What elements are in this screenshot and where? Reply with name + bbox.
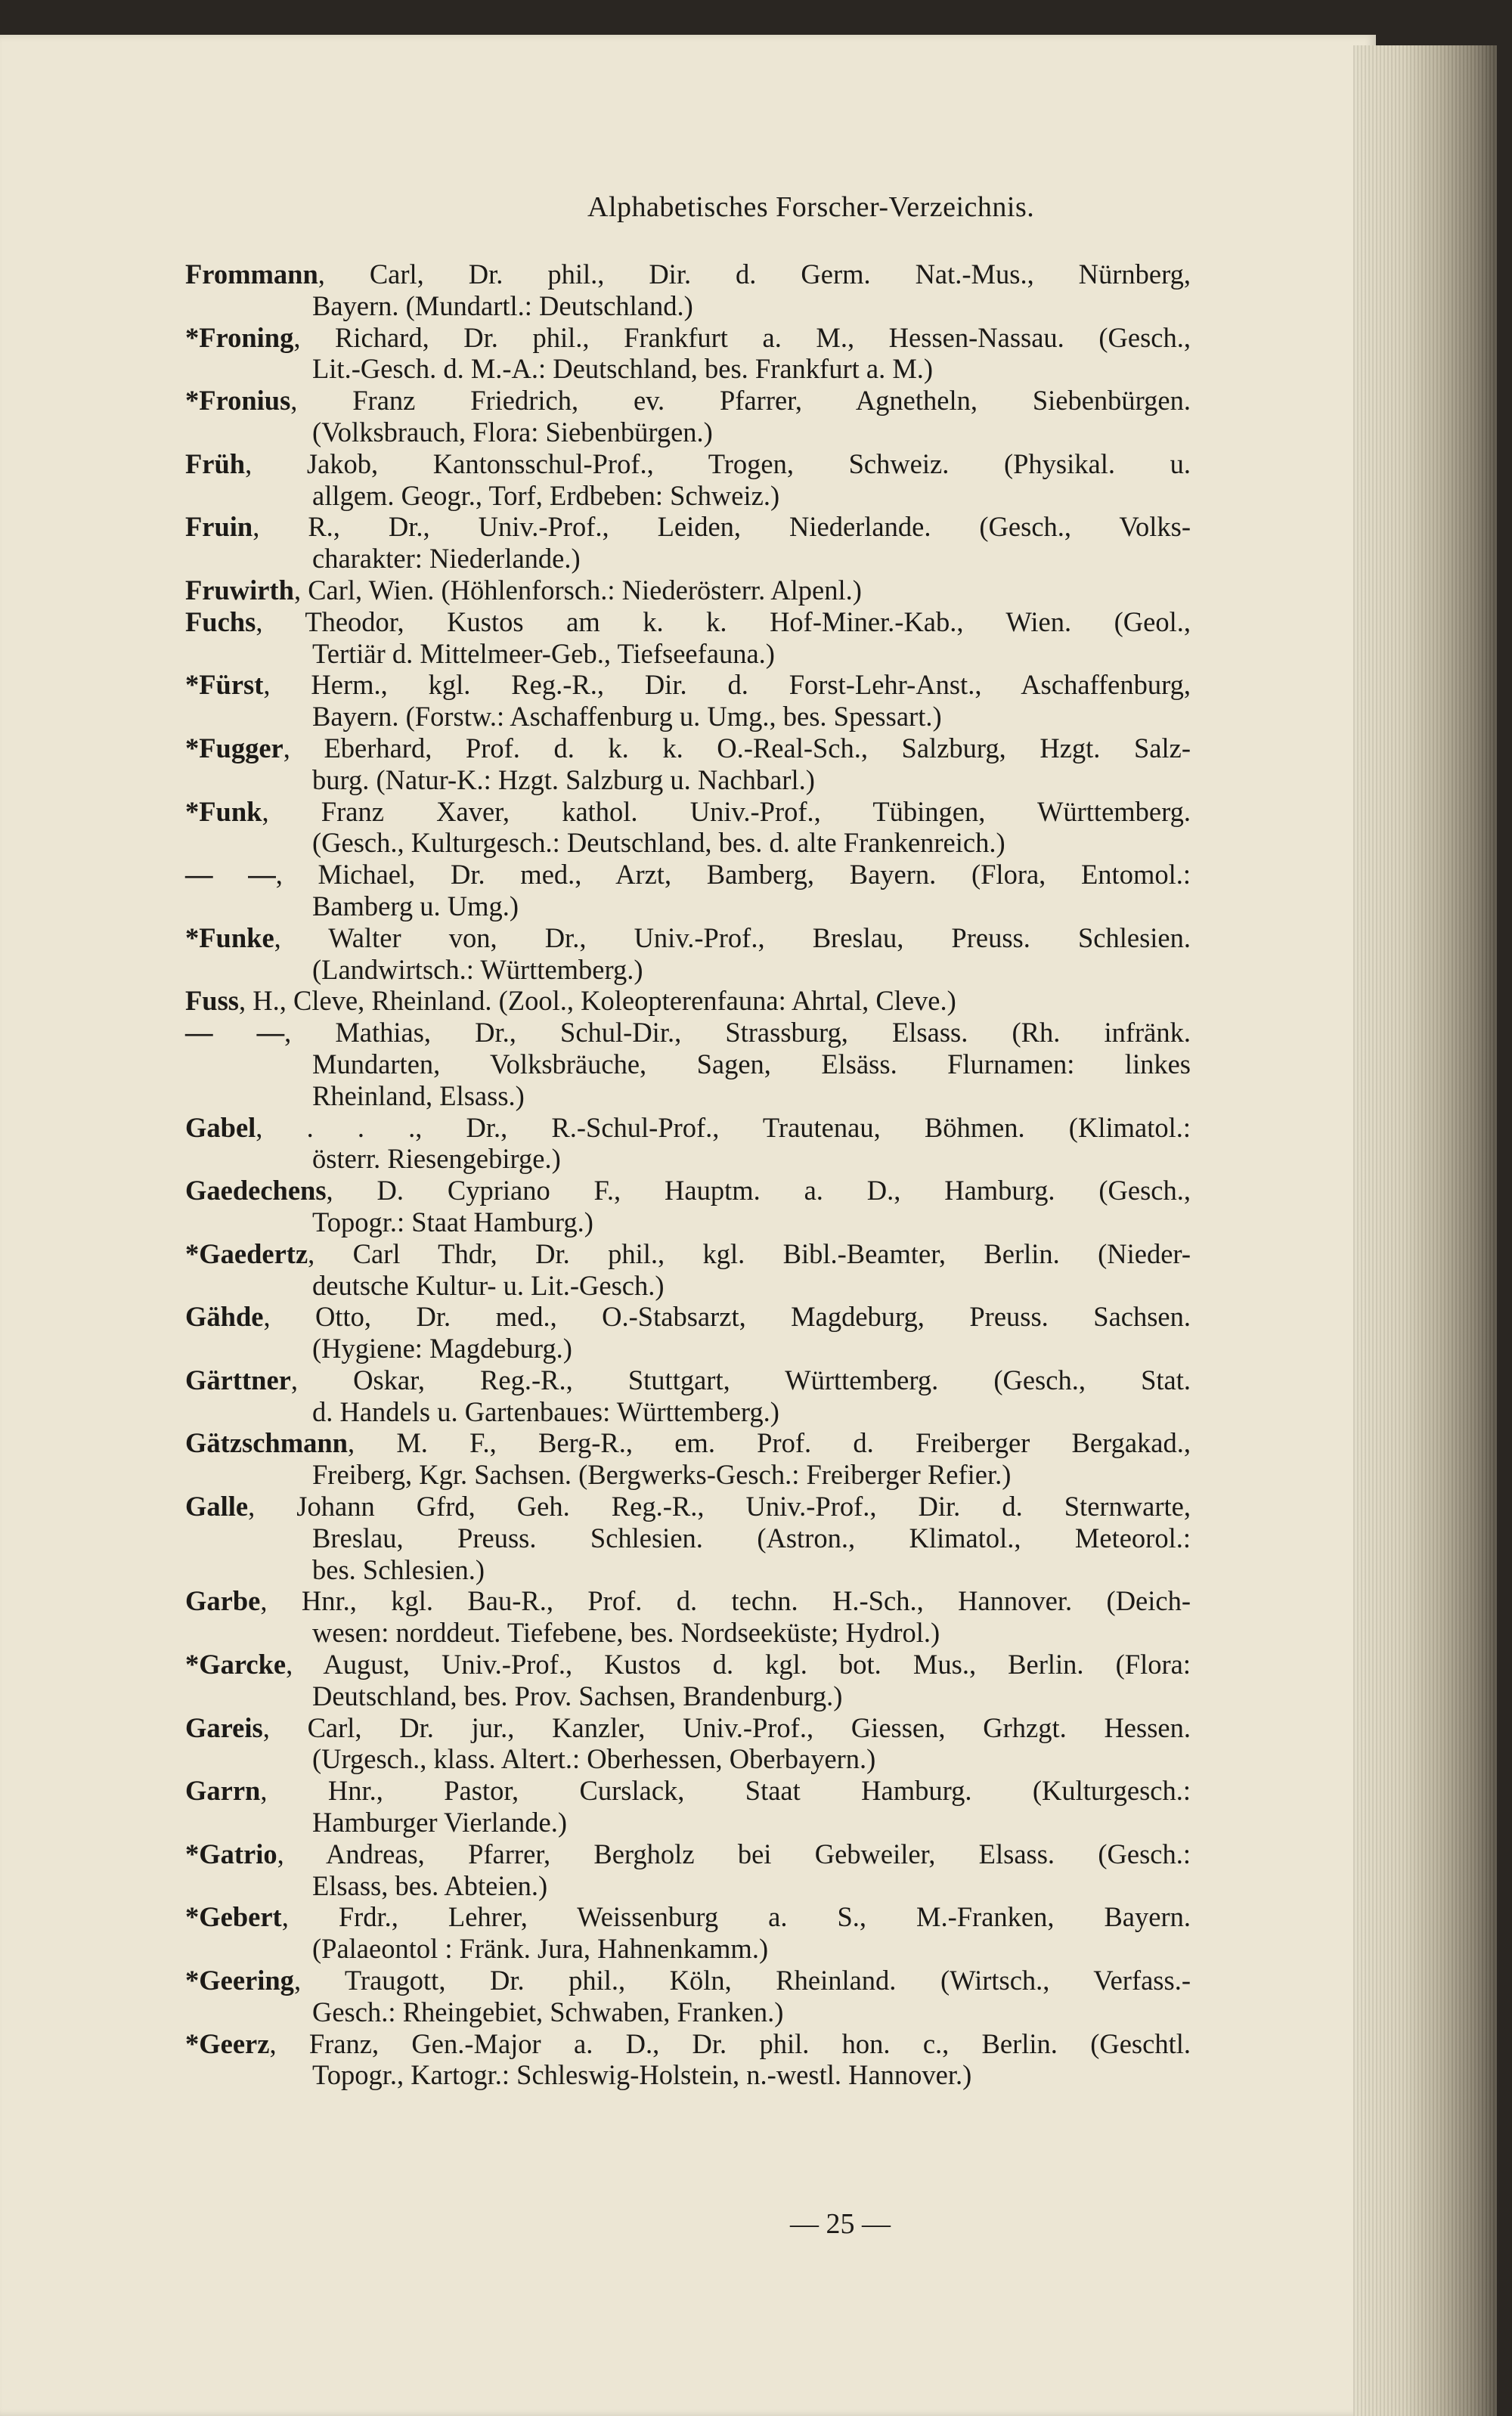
entry-text: , Eberhard, Prof. d. k. k. O.-Real-Sch., Salzburg, Hzgt. Salz- — [283, 732, 1191, 764]
directory-entry — [185, 1364, 1191, 1428]
directory-entry — [185, 733, 1191, 796]
entry-text: , Carl Thdr, Dr. phil., kgl. Bibl.-Beamter, Berlin. (Nieder- — [308, 1237, 1191, 1269]
entry-text: charakter: Niederlande.) — [312, 543, 581, 575]
directory-entry — [185, 1491, 1191, 1585]
entry-continuation-line — [185, 638, 1191, 670]
entry-first-line — [185, 669, 1191, 701]
directory-entry — [185, 796, 1191, 860]
entry-text: (Gesch., Kulturgesch.: Deutschland, bes. d. alte Frankenreich.) — [312, 827, 1005, 859]
entry-name: *Funk — [185, 795, 262, 827]
entry-name: Fruin — [185, 511, 253, 543]
entry-text: Breslau, Preuss. Schlesien. (Astron., Klimatol., Meteorol.: — [312, 1522, 1191, 1553]
entry-continuation-line — [185, 1143, 1191, 1175]
entry-text: Elsass, bes. Abteien.) — [312, 1869, 548, 1901]
entry-continuation-line — [185, 1933, 1191, 1965]
entry-text: , Oskar, Reg.-R., Stuttgart, Württemberg. (Gesch., Stat. — [290, 1364, 1191, 1395]
entry-first-line — [185, 511, 1191, 543]
directory-entry — [185, 922, 1191, 986]
entry-text: deutsche Kultur- u. Lit.-Gesch.) — [312, 1269, 665, 1301]
entry-name: Gareis — [185, 1711, 263, 1743]
entry-name: *Garcke — [185, 1649, 287, 1680]
entry-continuation-line — [185, 1554, 1191, 1586]
entry-continuation-line — [185, 1617, 1191, 1649]
directory-entry — [185, 575, 1191, 606]
directory-entry — [185, 1585, 1191, 1649]
entry-name: — — — [185, 859, 276, 891]
directory-entry — [185, 606, 1191, 670]
entry-first-line — [185, 1585, 1191, 1617]
entry-first-line — [185, 1364, 1191, 1396]
entry-text: Hamburger Vierlande.) — [312, 1807, 568, 1838]
entry-name: Gaedechens — [185, 1175, 327, 1206]
entry-name: *Fürst — [185, 669, 264, 701]
entry-name: *Froning — [185, 321, 294, 353]
entry-first-line — [185, 1775, 1191, 1807]
entry-text: , M. F., Berg-R., em. Prof. d. Freiberger Bergakad., — [347, 1427, 1191, 1459]
entry-name: Gähde — [185, 1301, 264, 1333]
entry-text: Topogr., Kartogr.: Schleswig-Holstein, n.-westl. Hannover.) — [312, 2059, 972, 2091]
entry-name: Frommann — [185, 259, 318, 290]
entry-text: , Carl, Wien. (Höhlenforsch.: Niederösterr. Alpenl.) — [293, 574, 862, 606]
entry-continuation-line — [185, 1996, 1191, 2028]
directory-entry — [185, 259, 1191, 322]
entry-text: österr. Riesengebirge.) — [312, 1143, 561, 1175]
entry-first-line — [185, 733, 1191, 764]
entry-text: Lit.-Gesch. d. M.-A.: Deutschland, bes. Frankfurt a. M.) — [312, 353, 934, 385]
entry-continuation-line — [185, 1522, 1191, 1554]
entry-continuation-line — [185, 417, 1191, 448]
entry-text: d. Handels u. Gartenbaues: Württemberg.) — [312, 1395, 779, 1427]
entry-text: , Michael, Dr. med., Arzt, Bamberg, Bayern. (Flora, Entomol.: — [275, 859, 1191, 891]
entry-text: , Walter von, Dr., Univ.-Prof., Breslau, Preuss. Schlesien. — [274, 921, 1191, 953]
entry-continuation-line — [185, 353, 1191, 385]
entry-text: , R., Dr., Univ.-Prof., Leiden, Niederlande. (Gesch., Volks- — [253, 511, 1191, 543]
entry-first-line — [185, 606, 1191, 638]
entry-first-line — [185, 2028, 1191, 2060]
entry-first-line — [185, 1427, 1191, 1459]
entry-continuation-line — [185, 2059, 1191, 2091]
entry-continuation-line — [185, 954, 1191, 986]
directory-entry — [185, 1112, 1191, 1175]
entry-continuation-line — [185, 891, 1191, 922]
entry-text: wesen: norddeut. Tiefebene, bes. Nordseeküste; Hydrol.) — [312, 1617, 940, 1649]
entry-name: *Gatrio — [185, 1838, 277, 1869]
entry-text: , Theodor, Kustos am k. k. Hof-Miner.-Kab., Wien. (Geol., — [256, 606, 1191, 637]
entry-text: , Jakob, Kantonsschul-Prof., Trogen, Schweiz. (Physikal. u. — [245, 448, 1191, 479]
entry-first-line — [185, 859, 1191, 891]
directory-entry — [185, 1017, 1191, 1111]
entry-first-line — [185, 1112, 1191, 1144]
entry-text: bes. Schlesien.) — [312, 1553, 485, 1585]
entry-name: *Fugger — [185, 732, 284, 764]
entry-text: Bayern. (Forstw.: Aschaffenburg u. Umg., bes. Spessart.) — [312, 701, 942, 733]
entry-text: , Mathias, Dr., Schul-Dir., Strassburg, Elsass. (Rh. infränk. — [284, 1017, 1191, 1048]
entry-continuation-line — [185, 290, 1191, 322]
entry-text: , Richard, Dr. phil., Frankfurt a. M., Hessen-Nassau. (Gesch., — [293, 321, 1191, 353]
entry-text: , Otto, Dr. med., O.-Stabsarzt, Magdeburg, Preuss. Sachsen. — [263, 1301, 1191, 1333]
entry-first-line — [185, 1965, 1191, 1996]
entry-name: Früh — [185, 448, 246, 479]
entry-name: Garrn — [185, 1775, 261, 1807]
entry-continuation-line — [185, 1807, 1191, 1838]
entry-name: — — — [185, 1017, 285, 1048]
page-number: — 25 — — [790, 2208, 891, 2240]
entry-text: (Palaeontol : Fränk. Jura, Hahnenkamm.) — [312, 1933, 769, 1965]
entry-text: Bayern. (Mundartl.: Deutschland.) — [312, 290, 693, 321]
directory-entry — [185, 985, 1191, 1017]
directory-entry — [185, 1901, 1191, 1965]
entry-continuation-line — [185, 480, 1191, 512]
entry-name: *Gebert — [185, 1901, 282, 1933]
entry-name: *Funke — [185, 921, 274, 953]
entry-text: , Andreas, Pfarrer, Bergholz bei Gebweiler, Elsass. (Gesch.: — [277, 1838, 1191, 1869]
entry-text: (Landwirtsch.: Württemberg.) — [312, 953, 643, 985]
directory-entry — [185, 448, 1191, 512]
entry-text: Deutschland, bes. Prov. Sachsen, Brandenburg.) — [312, 1680, 843, 1711]
entry-first-line — [185, 1017, 1191, 1048]
entry-continuation-line — [185, 543, 1191, 575]
directory-entry — [185, 669, 1191, 733]
page-edges — [1353, 45, 1497, 2416]
directory-entry — [185, 1427, 1191, 1491]
entry-name: *Gaedertz — [185, 1237, 308, 1269]
entry-text: , Carl, Dr. jur., Kanzler, Univ.-Prof., Giessen, Grhzgt. Hessen. — [262, 1711, 1191, 1743]
directory-entry — [185, 1175, 1191, 1238]
directory-entry — [185, 1301, 1191, 1364]
directory-entry — [185, 1712, 1191, 1776]
entry-name: *Geering — [185, 1965, 294, 1996]
directory-entry — [185, 1838, 1191, 1902]
entry-first-line — [185, 1712, 1191, 1744]
running-head: Alphabetisches Forscher-Verzeichnis. — [587, 191, 1035, 223]
entry-text: , H., Cleve, Rheinland. (Zool., Koleopterenfauna: Ahrtal, Cleve.) — [239, 985, 956, 1017]
entry-continuation-line — [185, 1680, 1191, 1712]
entry-name: Fuchs — [185, 606, 256, 637]
entry-text: , Frdr., Lehrer, Weissenburg a. S., M.-Franken, Bayern. — [281, 1901, 1191, 1933]
entry-first-line — [185, 322, 1191, 354]
entry-continuation-line — [185, 1270, 1191, 1302]
directory-entry — [185, 859, 1191, 922]
directory-entry — [185, 322, 1191, 386]
entry-text: burg. (Natur-K.: Hzgt. Salzburg u. Nachbarl.) — [312, 764, 815, 795]
entry-name: Fruwirth — [185, 574, 294, 606]
entry-text: , Traugott, Dr. phil., Köln, Rheinland. (Wirtsch., Verfass.- — [293, 1965, 1191, 1996]
entry-text: , Herm., kgl. Reg.-R., Dir. d. Forst-Lehr-Anst., Aschaffenburg, — [263, 669, 1191, 701]
entry-first-line — [185, 922, 1191, 954]
entry-text: , Hnr., kgl. Bau-R., Prof. d. techn. H.-Sch., Hannover. (Deich- — [260, 1585, 1191, 1617]
entry-text: , . . ., Dr., R.-Schul-Prof., Trautenau, Böhmen. (Klimatol.: — [256, 1111, 1191, 1143]
entry-text: , Johann Gfrd, Geh. Reg.-R., Univ.-Prof., Dir. d. Sternwarte, — [248, 1491, 1191, 1522]
entry-continuation-line — [185, 1743, 1191, 1775]
entry-first-line — [185, 259, 1191, 290]
entry-first-line — [185, 448, 1191, 480]
entry-text: , Carl, Dr. phil., Dir. d. Germ. Nat.-Mus., Nürnberg, — [318, 259, 1191, 290]
entry-first-line — [185, 1175, 1191, 1206]
entry-continuation-line — [185, 1870, 1191, 1902]
entry-name: *Geerz — [185, 2027, 270, 2059]
entry-text: , Hnr., Pastor, Curslack, Staat Hamburg. (Kulturgesch.: — [260, 1775, 1191, 1807]
entry-first-line — [185, 985, 1191, 1017]
entry-continuation-line — [185, 1048, 1191, 1080]
entry-first-line — [185, 1491, 1191, 1522]
directory-entry — [185, 2028, 1191, 2092]
directory-entry — [185, 385, 1191, 448]
entry-continuation-line — [185, 827, 1191, 859]
entry-first-line — [185, 1301, 1191, 1333]
entry-text: (Hygiene: Magdeburg.) — [312, 1333, 572, 1364]
directory-entry — [185, 1649, 1191, 1712]
directory-entry — [185, 1965, 1191, 2028]
entry-first-line — [185, 796, 1191, 828]
entry-text: Gesch.: Rheingebiet, Schwaben, Franken.) — [312, 1996, 784, 2027]
entry-continuation-line — [185, 701, 1191, 733]
entry-text: , Franz, Gen.-Major a. D., Dr. phil. hon. c., Berlin. (Geschtl. — [269, 2027, 1191, 2059]
entry-continuation-line — [185, 1333, 1191, 1364]
entry-text: Topogr.: Staat Hamburg.) — [312, 1206, 593, 1237]
entry-first-line — [185, 1901, 1191, 1933]
entry-text: (Volksbrauch, Flora: Siebenbürgen.) — [312, 416, 713, 448]
entry-name: Fuss — [185, 985, 240, 1017]
entry-text: Bamberg u. Umg.) — [312, 890, 519, 921]
entry-list — [185, 259, 1191, 2091]
entry-text: Rheinland, Elsass.) — [312, 1079, 525, 1111]
entry-text: , August, Univ.-Prof., Kustos d. kgl. bot. Mus., Berlin. (Flora: — [286, 1649, 1191, 1680]
entry-continuation-line — [185, 1206, 1191, 1238]
entry-name: Garbe — [185, 1585, 261, 1617]
entry-continuation-line — [185, 1396, 1191, 1428]
entry-text: Tertiär d. Mittelmeer-Geb., Tiefseefauna.) — [312, 637, 775, 669]
entry-name: Gärttner — [185, 1364, 291, 1395]
entry-first-line — [185, 575, 1191, 606]
entry-continuation-line — [185, 764, 1191, 796]
entry-text: , Franz Xaver, kathol. Univ.-Prof., Tübingen, Württemberg. — [262, 795, 1191, 827]
entry-text: , Franz Friedrich, ev. Pfarrer, Agnetheln, Siebenbürgen. — [290, 385, 1191, 417]
entry-name: Galle — [185, 1491, 249, 1522]
entry-text: Freiberg, Kgr. Sachsen. (Bergwerks-Gesch.: Freiberger Refier.) — [312, 1459, 1012, 1491]
entry-text: Mundarten, Volksbräuche, Sagen, Elsäss. Flurnamen: linkes — [312, 1048, 1191, 1079]
entry-text: allgem. Geogr., Torf, Erdbeben: Schweiz.) — [312, 479, 780, 511]
entry-continuation-line — [185, 1459, 1191, 1491]
entry-name: *Fronius — [185, 385, 291, 417]
entry-continuation-line — [185, 1080, 1191, 1112]
directory-entry — [185, 1238, 1191, 1302]
entry-text: , D. Cypriano F., Hauptm. a. D., Hamburg. (Gesch., — [326, 1175, 1191, 1206]
directory-entry — [185, 511, 1191, 575]
entry-name: Gätzschmann — [185, 1427, 348, 1459]
entry-name: Gabel — [185, 1111, 256, 1143]
entry-first-line — [185, 385, 1191, 417]
directory-entry — [185, 1775, 1191, 1838]
entry-first-line — [185, 1649, 1191, 1680]
entry-first-line — [185, 1238, 1191, 1270]
entry-first-line — [185, 1838, 1191, 1870]
entry-text: (Urgesch., klass. Altert.: Oberhessen, Oberbayern.) — [312, 1743, 876, 1775]
